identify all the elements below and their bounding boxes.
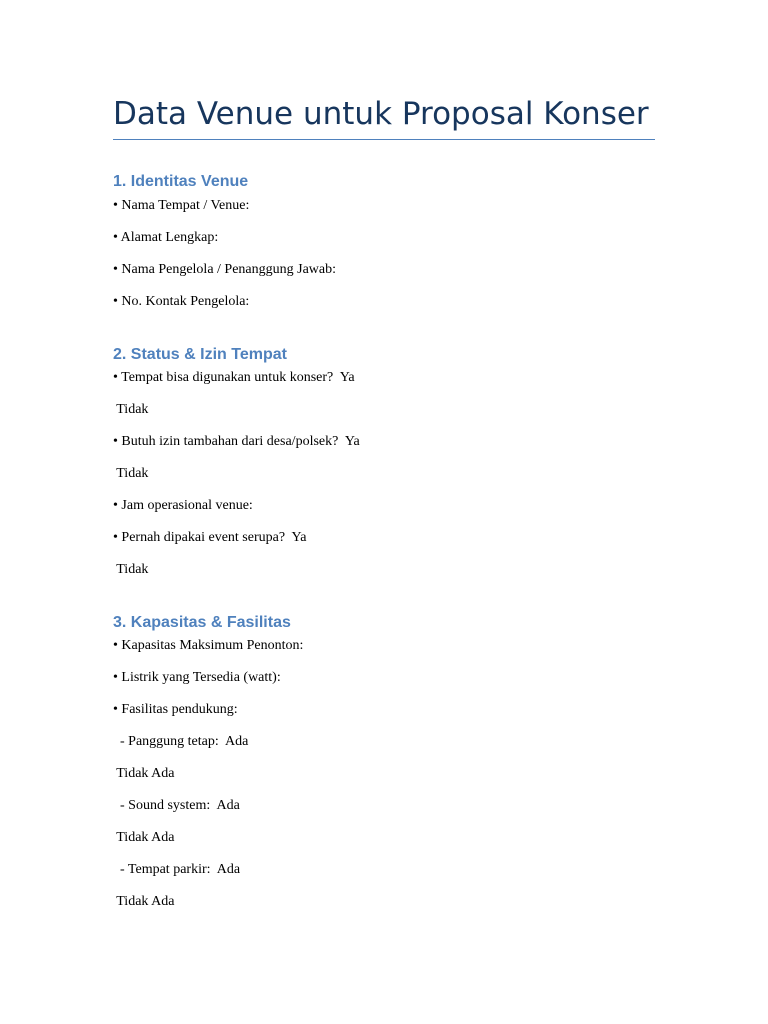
question-butuh-izin: • Butuh izin tambahan dari desa/polsek? Ya	[113, 434, 360, 449]
field-nama-tempat: • Nama Tempat / Venue:	[113, 198, 250, 213]
question-event-serupa: • Pernah dipakai event serupa? Ya	[113, 530, 307, 545]
field-nama-pengelola: • Nama Pengelola / Penanggung Jawab:	[113, 262, 337, 277]
question-bisa-konser: • Tempat bisa digunakan untuk konser? Ya	[113, 370, 355, 385]
document-title: Data Venue untuk Proposal Konser	[113, 96, 649, 132]
field-alamat-lengkap: • Alamat Lengkap:	[113, 230, 219, 245]
option-tidak-ada: Tidak Ada	[113, 830, 175, 845]
option-panggung-tetap: - Panggung tetap: Ada	[113, 734, 249, 749]
field-listrik-watt: • Listrik yang Tersedia (watt):	[113, 670, 281, 685]
option-tidak: Tidak	[113, 466, 149, 481]
section-heading-status-izin: 2. Status & Izin Tempat	[113, 346, 287, 363]
option-tidak-ada: Tidak Ada	[113, 894, 175, 909]
field-kontak-pengelola: • No. Kontak Pengelola:	[113, 294, 250, 309]
section-heading-kapasitas-fasilitas: 3. Kapasitas & Fasilitas	[113, 614, 291, 631]
option-sound-system: - Sound system: Ada	[113, 798, 240, 813]
title-underline-rule	[113, 139, 655, 140]
option-tidak: Tidak	[113, 562, 149, 577]
field-jam-operasional: • Jam operasional venue:	[113, 498, 253, 513]
option-tidak: Tidak	[113, 402, 149, 417]
option-tidak-ada: Tidak Ada	[113, 766, 175, 781]
section-heading-identitas-venue: 1. Identitas Venue	[113, 173, 249, 190]
field-fasilitas-pendukung: • Fasilitas pendukung:	[113, 702, 238, 717]
option-tempat-parkir: - Tempat parkir: Ada	[113, 862, 241, 877]
field-kapasitas-penonton: • Kapasitas Maksimum Penonton:	[113, 638, 304, 653]
